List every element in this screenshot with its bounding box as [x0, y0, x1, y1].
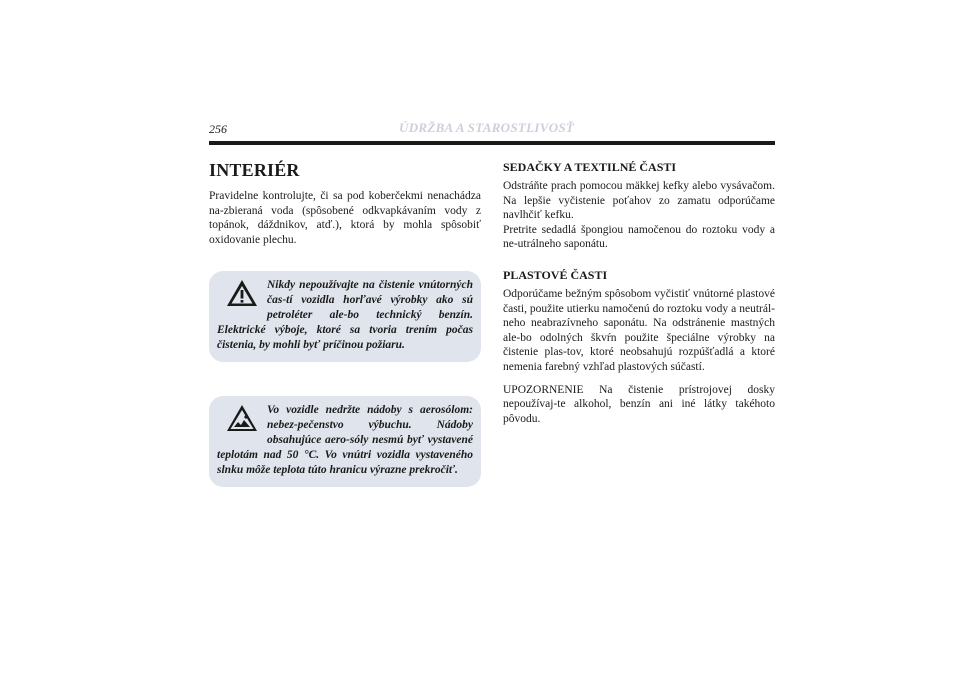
plastics-notice-text: UPOZORNENIE Na čistenie prístrojovej dosky nepoužívaj-te alkohol, benzín ani iné látky takéhoto pôvodu.	[503, 383, 775, 425]
plastics-text-1: Odporúčame bežným spôsobom vyčistiť vnútorné plastové časti, použite utierku namočenú do roztoku vody a neutrál-neho neabrazívneho saponátu. Na odstránenie mastných ale-bo odolných škvŕn použite špeciálne výrobky na čistenie plas-tov, ktoré neobsahujú rozpúšťadlá a ktoré nemenia farebný vzhľad plastových súčastí.	[503, 287, 775, 373]
interior-intro-text: Pravidelne kontrolujte, či sa pod koberčekmi nenachádza na-zbieraná voda (spôsobené odkvapkávaním vody z topánok, dáždnikov, atď.), ktorá by mohla spôsobiť oxidovanie plechu.	[209, 190, 481, 246]
warning-text-aerosol: Vo vozidle nedržte nádoby s aerosólom: nebez-pečenstvo výbuchu. Nádoby obsahujúce aero-sóly nesmú byť vystavené teplotám nad 50 °C. Vo vnútri vozidla vystaveného slnku môže teplota túto hranicu výrazne prekročiť.	[217, 404, 473, 476]
right-column	[503, 160, 775, 426]
seats-text-1: Odstráňte prach pomocou mäkkej kefky alebo vysávačom. Na lepšie vyčistenie poťahov zo zamatu odporúčame navlhčiť kefku.	[503, 180, 775, 222]
page-header	[209, 118, 775, 140]
warning-text-flammable: Nikdy nepoužívajte na čistenie vnútorných čas-tí vozidla horľavé výrobky ako sú petroléter ale-bo technický benzín. Elektrické výboje, ktoré sa tvoria trením počas čistenia, by mohli byť príčinou požiaru.	[217, 279, 473, 351]
warning-triangle-icon	[225, 278, 259, 308]
section-heading-seats: SEDAČKY A TEXTILNÉ ČASTI	[503, 160, 677, 174]
section-heading-plastics: PLASTOVÉ ČASTI	[503, 267, 608, 282]
warning-box-aerosol	[209, 396, 481, 487]
page-number: 256	[209, 122, 227, 136]
environment-warning-icon	[225, 403, 259, 433]
header-rule	[209, 141, 775, 145]
section-heading-interior: INTERIÉR	[209, 160, 300, 180]
warning-box-flammable	[209, 271, 481, 362]
left-column	[209, 160, 481, 521]
seats-text-2: Pretrite sedadlá špongiou namočenou do roztoku vody a ne-utrálneho saponátu.	[503, 223, 775, 251]
running-title: ÚDRŽBA A STAROSTLIVOSŤ	[399, 120, 575, 135]
